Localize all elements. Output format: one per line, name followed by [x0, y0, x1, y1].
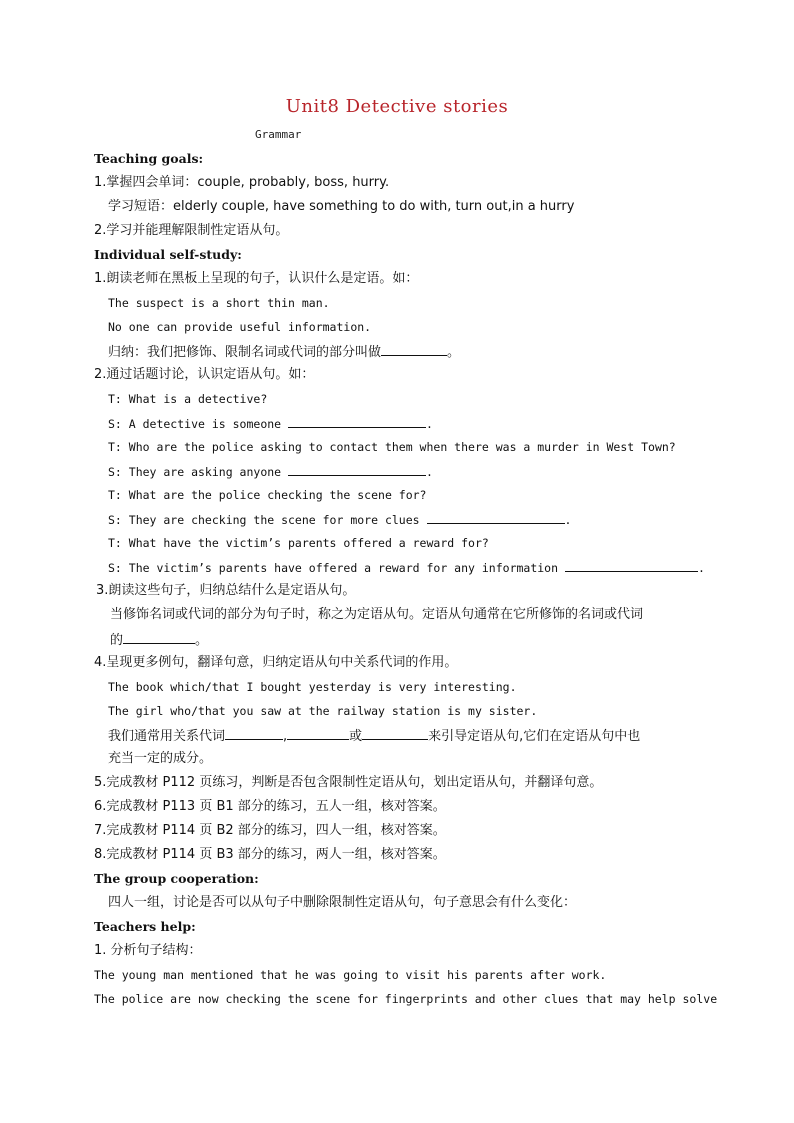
answer-blank[interactable] [288, 463, 426, 476]
example-sentence: The police are now checking the scene for fingerprints and other clues that may help solve [94, 992, 718, 1006]
dialogue-line: T: What have the victim’s parents offered a reward for? [108, 536, 489, 550]
answer-blank[interactable] [381, 343, 447, 356]
study-item-7: 7.完成教材 P114 页 B2 部分的练习，四人一组，核对答案。 [94, 823, 446, 838]
relative-pronoun-line-2: 充当一定的成分。 [108, 751, 213, 766]
or-text: 或 [349, 729, 363, 744]
period: . [697, 561, 705, 575]
dialogue-text: S: The victim’s parents have offered a reward for any information [108, 561, 559, 575]
dialogue-line [108, 559, 705, 576]
pronoun-text: 我们通常用关系代词 [108, 729, 226, 744]
teachers-help-heading: Teachers help: [94, 919, 196, 934]
help-item-1: 1. 分析句子结构： [94, 943, 202, 958]
answer-blank[interactable] [225, 727, 283, 740]
group-text: 四人一组，讨论是否可以从句子中删除限制性定语从句，句子意思会有什么变化： [108, 895, 577, 910]
example-sentence: The suspect is a short thin man. [108, 296, 330, 310]
study-item-6: 6.完成教材 P113 页 B1 部分的练习，五人一组，核对答案。 [94, 799, 446, 814]
example-sentence: No one can provide useful information. [108, 320, 372, 334]
pronoun-text-end: 来引导定语从句,它们在定语从句中也 [428, 729, 641, 744]
dialogue-line: T: Who are the police asking to contact them when there was a murder in West Town? [108, 440, 676, 454]
study-item-5: 5.完成教材 P112 页练习，判断是否包含限制性定语从句，划出定语从句，并翻译句意。 [94, 775, 603, 790]
dialogue-line [108, 415, 433, 432]
goal-2: 2.学习并能理解限制性定语从句。 [94, 223, 289, 238]
definition-text-end [110, 631, 208, 649]
relative-pronoun-line [108, 727, 640, 745]
summary-end: 。 [447, 345, 461, 360]
answer-blank[interactable] [565, 559, 698, 572]
summary-text: 归纳：我们把修饰、限制名词或代词的部分叫做 [108, 345, 382, 360]
goal-1-phrases: 学习短语：elderly couple, have something to do with, turn out,in a hurry [108, 199, 575, 214]
definition-text: 当修饰名词或代词的部分为句子时，称之为定语从句。定语从句通常在它所修饰的名词或代词 [110, 607, 644, 622]
study-item-2: 2.通过话题讨论，认识定语从句。如： [94, 367, 315, 382]
dialogue-text: S: They are asking anyone [108, 465, 282, 479]
dialogue-text: S: They are checking the scene for more clues [108, 513, 420, 527]
page-subtitle: Grammar [255, 128, 302, 141]
study-item-1: 1.朗读老师在黑板上呈现的句子，认识什么是定语。如： [94, 271, 419, 286]
answer-blank[interactable] [287, 727, 349, 740]
example-sentence: The girl who/that you saw at the railway station is my sister. [108, 704, 538, 718]
dialogue-line [108, 511, 571, 528]
study-item-8: 8.完成教材 P114 页 B3 部分的练习，两人一组，核对答案。 [94, 847, 446, 862]
period: . [426, 465, 433, 479]
period: . [426, 417, 433, 431]
teaching-goals-heading: Teaching goals: [94, 151, 204, 166]
answer-blank[interactable] [427, 511, 565, 524]
self-study-heading: Individual self-study: [94, 247, 242, 262]
definition-word: 的 [110, 633, 124, 648]
answer-blank[interactable] [362, 727, 428, 740]
goal-1: 1.掌握四会单词：couple, probably, boss, hurry. [94, 175, 390, 190]
period: 。 [195, 633, 209, 648]
summary-line [108, 343, 460, 361]
comma: , [283, 729, 288, 744]
dialogue-text: S: A detective is someone [108, 417, 282, 431]
answer-blank[interactable] [123, 631, 195, 644]
study-item-3: 3.朗读这些句子，归纳总结什么是定语从句。 [96, 583, 356, 598]
page-title: Unit8 Detective stories [285, 96, 509, 117]
dialogue-line [108, 463, 433, 480]
dialogue-line: T: What are the police checking the scene for? [108, 488, 427, 502]
group-cooperation-heading: The group cooperation: [94, 871, 259, 886]
dialogue-line: T: What is a detective? [108, 392, 268, 406]
answer-blank[interactable] [288, 415, 426, 428]
example-sentence: The young man mentioned that he was going to visit his parents after work. [94, 968, 607, 982]
study-item-4: 4.呈现更多例句，翻译句意，归纳定语从句中关系代词的作用。 [94, 655, 458, 670]
example-sentence: The book which/that I bought yesterday is very interesting. [108, 680, 517, 694]
period: . [564, 513, 572, 527]
